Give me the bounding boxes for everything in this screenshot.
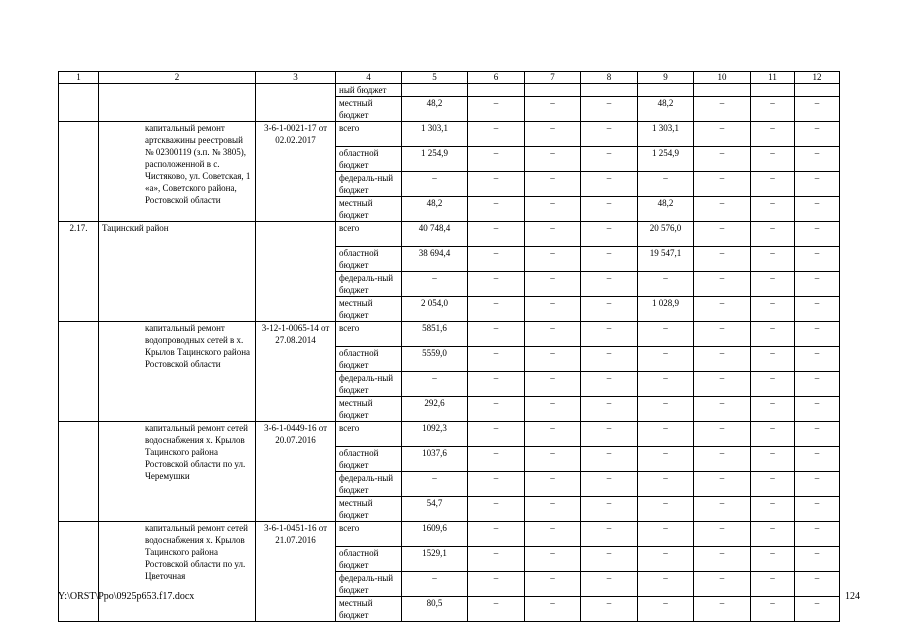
value-cell: – — [694, 247, 751, 272]
project-code: 3-6-1-0021-17 от 02.02.2017 — [256, 122, 336, 222]
value-cell: – — [468, 222, 525, 247]
value-cell: – — [795, 122, 840, 147]
budget-source: федераль-ный бюджет — [336, 172, 402, 197]
value-cell: – — [638, 422, 694, 447]
col-header-7: 7 — [525, 72, 581, 84]
value-cell: – — [468, 147, 525, 172]
col-header-9: 9 — [638, 72, 694, 84]
col-header-8: 8 — [581, 72, 638, 84]
table-row — [59, 122, 840, 147]
budget-source: областной бюджет — [336, 547, 402, 572]
value-cell: – — [581, 372, 638, 397]
value-cell: – — [795, 272, 840, 297]
object-name: Тацинский район — [99, 222, 256, 322]
budget-source: всего — [336, 422, 402, 447]
page-number: 124 — [845, 591, 860, 602]
object-name: капитальный ремонт сетей водоснабжения х. Крылов Тацинского района Ростовской области по ул. Цветочная — [99, 522, 256, 622]
budget-source: всего — [336, 122, 402, 147]
value-cell: – — [751, 297, 795, 322]
value-cell: – — [694, 222, 751, 247]
value-cell: – — [694, 447, 751, 472]
value-cell: – — [694, 97, 751, 122]
value-cell — [795, 84, 840, 97]
value-cell: – — [795, 97, 840, 122]
budget-source: местный бюджет — [336, 197, 402, 222]
value-cell: – — [638, 597, 694, 622]
value-cell: – — [468, 447, 525, 472]
value-cell: – — [468, 422, 525, 447]
value-cell: – — [581, 572, 638, 597]
value-cell: – — [694, 197, 751, 222]
value-cell: 48,2 — [638, 97, 694, 122]
value-cell: – — [581, 122, 638, 147]
col-header-11: 11 — [751, 72, 795, 84]
value-cell: – — [795, 597, 840, 622]
value-cell: – — [751, 597, 795, 622]
budget-source: федераль-ный бюджет — [336, 372, 402, 397]
table-body — [59, 72, 840, 622]
value-cell: – — [525, 172, 581, 197]
table-row — [59, 522, 840, 547]
value-cell: – — [468, 197, 525, 222]
value-cell: – — [525, 147, 581, 172]
value-cell: – — [751, 272, 795, 297]
value-cell: – — [795, 572, 840, 597]
value-cell: – — [795, 147, 840, 172]
value-cell: – — [751, 472, 795, 497]
value-cell — [525, 84, 581, 97]
value-cell: – — [694, 272, 751, 297]
value-cell: – — [638, 322, 694, 347]
value-cell: – — [468, 322, 525, 347]
value-cell: 1 303,1 — [402, 122, 468, 147]
value-cell: – — [525, 547, 581, 572]
value-cell: – — [795, 322, 840, 347]
budget-source: местный бюджет — [336, 97, 402, 122]
budget-source: всего — [336, 222, 402, 247]
value-cell: – — [694, 572, 751, 597]
budget-source: областной бюджет — [336, 247, 402, 272]
value-cell: 1092,3 — [402, 422, 468, 447]
row-number — [59, 122, 99, 222]
value-cell: – — [694, 397, 751, 422]
value-cell: – — [525, 197, 581, 222]
value-cell: – — [795, 172, 840, 197]
value-cell: – — [581, 222, 638, 247]
value-cell: – — [581, 597, 638, 622]
value-cell: 1529,1 — [402, 547, 468, 572]
project-code — [256, 222, 336, 322]
value-cell: – — [402, 472, 468, 497]
value-cell: – — [638, 372, 694, 397]
value-cell: – — [402, 172, 468, 197]
value-cell: 5851,6 — [402, 322, 468, 347]
value-cell: – — [751, 322, 795, 347]
value-cell: – — [525, 422, 581, 447]
value-cell: 20 576,0 — [638, 222, 694, 247]
budget-source: местный бюджет — [336, 297, 402, 322]
value-cell: – — [694, 172, 751, 197]
value-cell: – — [694, 547, 751, 572]
value-cell: – — [468, 272, 525, 297]
row-number — [59, 422, 99, 522]
value-cell: 48,2 — [402, 97, 468, 122]
value-cell: – — [694, 147, 751, 172]
budget-source: ный бюджет — [336, 84, 402, 97]
value-cell: – — [525, 397, 581, 422]
value-cell: – — [694, 322, 751, 347]
value-cell: – — [751, 547, 795, 572]
value-cell: – — [638, 472, 694, 497]
value-cell: – — [525, 347, 581, 372]
value-cell: 1 254,9 — [402, 147, 468, 172]
col-header-1: 1 — [59, 72, 99, 84]
value-cell: – — [694, 422, 751, 447]
value-cell: – — [795, 247, 840, 272]
value-cell — [694, 84, 751, 97]
budget-source: всего — [336, 522, 402, 547]
value-cell: – — [402, 572, 468, 597]
value-cell — [751, 84, 795, 97]
value-cell: 38 694,4 — [402, 247, 468, 272]
value-cell — [468, 84, 525, 97]
value-cell: – — [468, 547, 525, 572]
value-cell: – — [581, 197, 638, 222]
value-cell: – — [525, 372, 581, 397]
value-cell: – — [694, 347, 751, 372]
value-cell: – — [638, 172, 694, 197]
value-cell: – — [795, 497, 840, 522]
value-cell: – — [638, 497, 694, 522]
value-cell: – — [525, 97, 581, 122]
value-cell: – — [468, 522, 525, 547]
value-cell: – — [638, 522, 694, 547]
value-cell: 5559,0 — [402, 347, 468, 372]
col-header-12: 12 — [795, 72, 840, 84]
value-cell: – — [468, 122, 525, 147]
value-cell: 1 028,9 — [638, 297, 694, 322]
value-cell: – — [525, 447, 581, 472]
value-cell: – — [795, 422, 840, 447]
value-cell: – — [525, 272, 581, 297]
value-cell: 80,5 — [402, 597, 468, 622]
col-header-4: 4 — [336, 72, 402, 84]
value-cell: – — [751, 122, 795, 147]
value-cell: – — [581, 522, 638, 547]
value-cell: – — [581, 297, 638, 322]
value-cell: – — [468, 472, 525, 497]
value-cell: – — [638, 547, 694, 572]
value-cell: – — [581, 497, 638, 522]
budget-source: местный бюджет — [336, 597, 402, 622]
value-cell: – — [581, 97, 638, 122]
value-cell: – — [468, 397, 525, 422]
row-number — [59, 522, 99, 622]
budget-source: федераль-ный бюджет — [336, 272, 402, 297]
value-cell: – — [751, 172, 795, 197]
value-cell: – — [581, 397, 638, 422]
col-header-3: 3 — [256, 72, 336, 84]
value-cell: – — [751, 397, 795, 422]
value-cell: – — [402, 272, 468, 297]
value-cell: – — [468, 347, 525, 372]
budget-source: областной бюджет — [336, 147, 402, 172]
table-row — [59, 322, 840, 347]
value-cell: – — [751, 522, 795, 547]
value-cell — [638, 84, 694, 97]
value-cell: 1 303,1 — [638, 122, 694, 147]
value-cell: – — [581, 547, 638, 572]
value-cell: – — [581, 172, 638, 197]
value-cell: – — [795, 372, 840, 397]
value-cell — [581, 84, 638, 97]
object-name: капитальный ремонт сетей водоснабжения х. Крылов Тацинского района Ростовской области по ул. Черемушки — [99, 422, 256, 522]
value-cell: – — [694, 497, 751, 522]
value-cell: – — [795, 447, 840, 472]
value-cell: – — [638, 397, 694, 422]
value-cell: – — [751, 497, 795, 522]
value-cell: – — [751, 197, 795, 222]
budget-source: областной бюджет — [336, 447, 402, 472]
value-cell: – — [525, 297, 581, 322]
value-cell: 19 547,1 — [638, 247, 694, 272]
value-cell: 1609,6 — [402, 522, 468, 547]
value-cell: – — [581, 472, 638, 497]
value-cell: – — [694, 522, 751, 547]
value-cell: – — [525, 522, 581, 547]
value-cell: – — [694, 297, 751, 322]
value-cell: – — [638, 447, 694, 472]
value-cell: – — [795, 472, 840, 497]
value-cell: – — [795, 347, 840, 372]
value-cell: – — [468, 572, 525, 597]
value-cell: – — [581, 322, 638, 347]
value-cell: – — [694, 472, 751, 497]
value-cell: – — [581, 147, 638, 172]
value-cell: – — [795, 297, 840, 322]
value-cell: – — [581, 447, 638, 472]
value-cell: 54,7 — [402, 497, 468, 522]
value-cell: – — [525, 247, 581, 272]
budget-source: местный бюджет — [336, 397, 402, 422]
value-cell: – — [525, 572, 581, 597]
footer-file-path: Y:\ORST\Ppo\0925p653.f17.docx — [58, 591, 195, 602]
value-cell: – — [795, 397, 840, 422]
value-cell: – — [694, 372, 751, 397]
value-cell: 1 254,9 — [638, 147, 694, 172]
value-cell: – — [581, 422, 638, 447]
column-number-row — [59, 72, 840, 84]
budget-source: всего — [336, 322, 402, 347]
value-cell: 292,6 — [402, 397, 468, 422]
row-number — [59, 322, 99, 422]
value-cell: – — [525, 122, 581, 147]
value-cell: – — [795, 222, 840, 247]
value-cell: – — [751, 147, 795, 172]
budget-source: местный бюджет — [336, 497, 402, 522]
value-cell: – — [638, 347, 694, 372]
value-cell: – — [402, 372, 468, 397]
value-cell: – — [638, 272, 694, 297]
col-header-6: 6 — [468, 72, 525, 84]
value-cell — [402, 84, 468, 97]
table-row — [59, 222, 840, 247]
col-header-5: 5 — [402, 72, 468, 84]
value-cell: – — [468, 247, 525, 272]
object-name: капитальный ремонт артскважины реестровый № 02300119 (з.п. № 3805), расположенной в с. Чистяково, ул. Советская, 1 «а», Советского района, Ростовской области — [99, 122, 256, 222]
value-cell: – — [581, 347, 638, 372]
value-cell: 2 054,0 — [402, 297, 468, 322]
value-cell: – — [638, 572, 694, 597]
project-code: 3-6-1-0449-16 от 20.07.2016 — [256, 422, 336, 522]
table-row — [59, 84, 840, 97]
object-name — [99, 84, 256, 122]
value-cell: – — [795, 547, 840, 572]
budget-source: областной бюджет — [336, 347, 402, 372]
budget-source: федераль-ный бюджет — [336, 472, 402, 497]
value-cell: – — [468, 97, 525, 122]
value-cell: 48,2 — [402, 197, 468, 222]
col-header-10: 10 — [694, 72, 751, 84]
value-cell: – — [751, 97, 795, 122]
value-cell: – — [751, 372, 795, 397]
object-name: капитальный ремонт водопроводных сетей в х. Крылов Тацинского района Ростовской области — [99, 322, 256, 422]
value-cell: – — [525, 222, 581, 247]
col-header-2: 2 — [99, 72, 256, 84]
project-code: 3-12-1-0065-14 от 27.08.2014 — [256, 322, 336, 422]
project-code — [256, 84, 336, 122]
value-cell: – — [751, 572, 795, 597]
value-cell: – — [468, 297, 525, 322]
value-cell: – — [525, 597, 581, 622]
budget-source: федераль-ный бюджет — [336, 572, 402, 597]
value-cell: – — [694, 597, 751, 622]
value-cell: – — [751, 347, 795, 372]
value-cell: – — [795, 197, 840, 222]
row-number: 2.17. — [59, 222, 99, 322]
value-cell: 40 748,4 — [402, 222, 468, 247]
project-code: 3-6-1-0451-16 от 21.07.2016 — [256, 522, 336, 622]
value-cell: – — [525, 497, 581, 522]
value-cell: – — [581, 272, 638, 297]
value-cell: – — [468, 597, 525, 622]
table-row — [59, 422, 840, 447]
value-cell: 1037,6 — [402, 447, 468, 472]
value-cell: – — [581, 247, 638, 272]
financing-table — [58, 71, 840, 622]
value-cell: – — [751, 447, 795, 472]
value-cell: – — [751, 247, 795, 272]
value-cell: – — [751, 422, 795, 447]
value-cell: – — [694, 122, 751, 147]
value-cell: – — [795, 522, 840, 547]
value-cell: – — [468, 172, 525, 197]
value-cell: – — [751, 222, 795, 247]
value-cell: 48,2 — [638, 197, 694, 222]
value-cell: – — [525, 472, 581, 497]
value-cell: – — [468, 497, 525, 522]
row-number — [59, 84, 99, 122]
value-cell: – — [525, 322, 581, 347]
value-cell: – — [468, 372, 525, 397]
